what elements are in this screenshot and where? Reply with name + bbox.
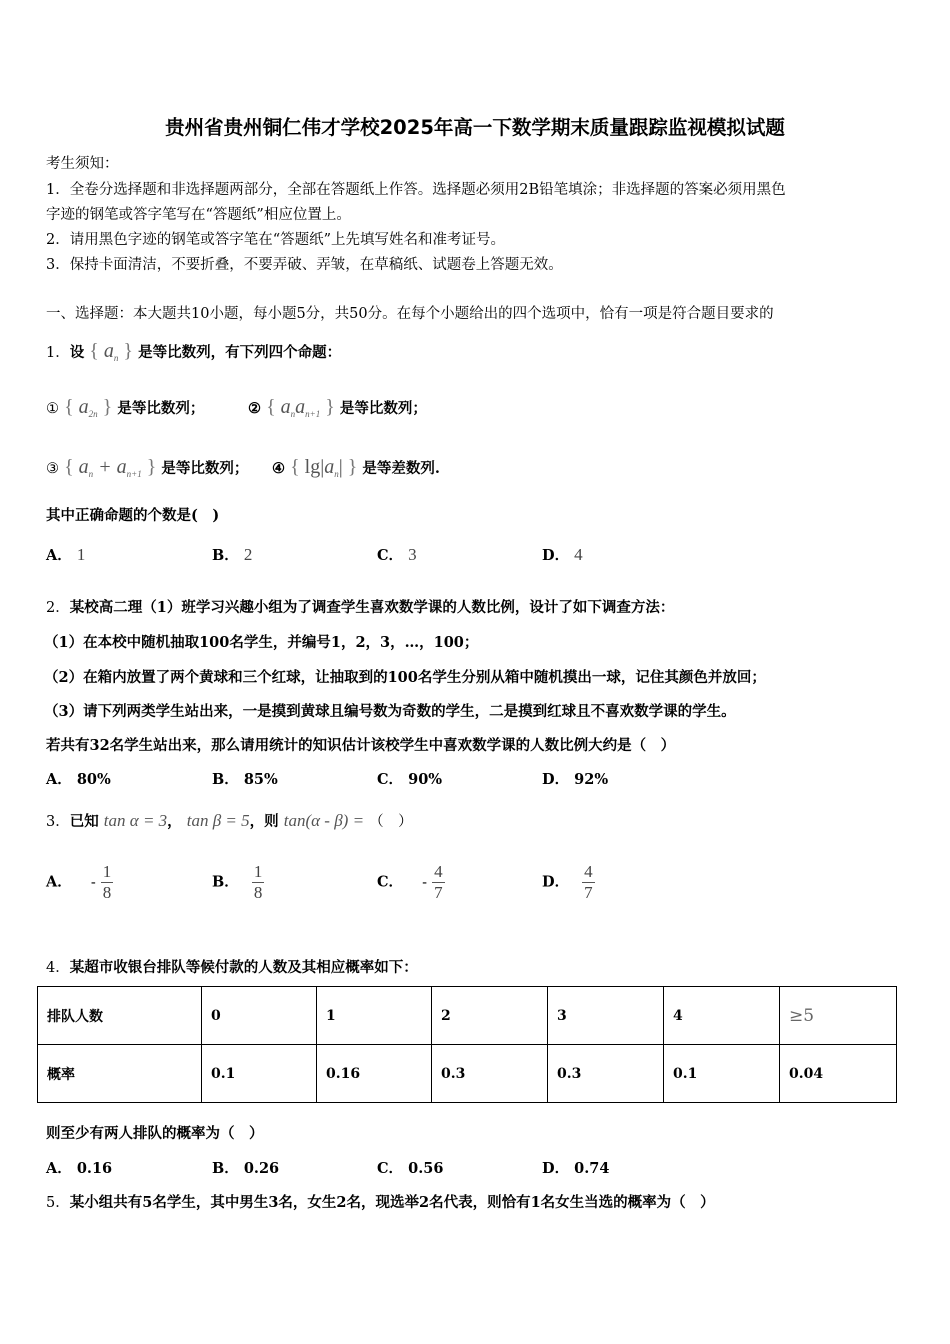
q1-option-a[interactable]: A． 1 [46, 545, 86, 564]
q4-option-a[interactable]: A． 0.16 [46, 1160, 113, 1177]
q1-stem-b: 是等比数列，有下列四个命题： [138, 344, 342, 361]
q3-option-d[interactable]: D． $\frac{4}{7}$ [542, 862, 593, 902]
q1-option-d[interactable]: D． 4 [542, 545, 583, 564]
q1-number: 1． [46, 345, 70, 361]
q1-seq-anan1: { $a_na_{n+1}$ } [266, 396, 335, 419]
q1-seq-sum: { $a_n + a_{n+1}$ } [64, 456, 157, 479]
q1-seq-a2n: { $a_{2n}$ } [64, 396, 113, 419]
q1-stem-a: 设 [69, 344, 85, 361]
table-cell: 3 [548, 987, 664, 1045]
notice-item-3: 3．保持卡面清洁，不要折叠，不要弄破、弄皱，在草稿纸、试题卷上答题无效。 [46, 257, 563, 273]
table-cell: 0.3 [548, 1045, 664, 1103]
table-cell: 排队人数 [38, 987, 202, 1045]
table-cell: 0.3 [432, 1045, 548, 1103]
q2-stem: 2．某校高二理（1）班学习兴趣小组为了调查学生喜欢数学课的人数比例，设计了如下调查方法： [46, 599, 675, 616]
q2-option-d[interactable]: D． 92% [542, 771, 609, 788]
table-cell: 0.04 [780, 1045, 897, 1103]
q1-option-b[interactable]: B． 2 [212, 545, 253, 564]
q3-option-a[interactable]: A． - $\frac{1}{8}$ [46, 862, 112, 902]
q4-option-c[interactable]: C． 0.56 [377, 1160, 444, 1177]
q2-question: 若共有32名学生站出来，那么请用统计的知识估计该校学生中喜欢数学课的人数比例大约是（ ） [46, 737, 676, 754]
q2-step-2: （2）在箱内放置了两个黄球和三个红球，让抽取到的100名学生分别从箱中随机摸出一球，记住其颜色并放回； [44, 669, 766, 686]
q3-option-b[interactable]: B． $\frac{1}{8}$ [212, 862, 263, 902]
table-cell: 4 [664, 987, 780, 1045]
q1-seq-lg: { $\lg|a_n|$ } [290, 456, 358, 479]
table-cell: 0.16 [317, 1045, 432, 1103]
q1-question: 其中正确命题的个数是( ) [46, 507, 220, 524]
q1-stem [46, 340, 341, 363]
q3-expression: tan(α - β) = [283, 811, 365, 830]
q1-seq-an: { $a_n$ } [89, 340, 134, 363]
table-cell: 0 [202, 987, 317, 1045]
q2-option-b[interactable]: B． 85% [212, 771, 278, 788]
q1-prop-1: ① { $a_{2n}$ } 是等比数列； [46, 396, 205, 419]
table-cell: 2 [432, 987, 548, 1045]
q1-option-c[interactable]: C． 3 [377, 545, 417, 564]
q1-prop-3: ③ { $a_n + a_{n+1}$ } 是等比数列； [46, 456, 249, 479]
notice-heading: 考生须知： [46, 156, 119, 172]
notice-item-1a: 1．全卷分选择题和非选择题两部分，全部在答题纸上作答。选择题必须用2B铅笔填涂；非选择题的答案必须用黑色 [46, 182, 786, 198]
q2-option-a[interactable]: A． 80% [46, 771, 111, 788]
table-cell: 0.1 [664, 1045, 780, 1103]
q3-stem: 3．已知 tan α = 3， tan β = 5，则 tan(α - β) = （ ） [46, 811, 413, 830]
notice-item-2: 2．请用黑色字迹的钢笔或答字笔在“答题纸”上先填写姓名和准考证号。 [46, 232, 506, 248]
table-cell: 1 [317, 987, 432, 1045]
q1-prop-2: ② { $a_na_{n+1}$ } 是等比数列； [248, 396, 427, 419]
q2-step-1: （1）在本校中随机抽取100名学生，并编号1，2，3，…，100； [44, 634, 479, 651]
page-title: 贵州省贵州铜仁伟才学校2025年高一下数学期末质量跟踪监视模拟试题 [165, 116, 785, 139]
q2-option-c[interactable]: C． 90% [377, 771, 443, 788]
q2-step-3: （3）请下列两类学生站出来，一是摸到黄球且编号数为奇数的学生，二是摸到红球且不喜欢数学课的学生。 [44, 703, 736, 720]
queue-probability-table [37, 986, 897, 1103]
table-cell: 概率 [38, 1045, 202, 1103]
table-row [38, 1045, 897, 1103]
q4-stem: 4．某超市收银台排队等候付款的人数及其相应概率如下： [46, 959, 418, 976]
q3-option-c[interactable]: C． - $\frac{4}{7}$ [377, 862, 443, 902]
table-cell: ≥5 [780, 987, 897, 1045]
q3-tan-alpha: tan α = 3 [103, 811, 168, 830]
notice-item-1b: 字迹的钢笔或答字笔写在“答题纸”相应位置上。 [46, 207, 351, 223]
table-cell: 0.1 [202, 1045, 317, 1103]
q1-prop-4: ④ { $\lg|a_n|$ } 是等差数列. [272, 456, 440, 479]
table-row [38, 987, 897, 1045]
q5-stem: 5．某小组共有5名学生，其中男生3名，女生2名，现选举2名代表，则恰有1名女生当选的概率为（ ） [46, 1194, 715, 1211]
q4-option-b[interactable]: B． 0.26 [212, 1160, 280, 1177]
q4-question: 则至少有两人排队的概率为（ ） [46, 1125, 264, 1142]
q4-option-d[interactable]: D． 0.74 [542, 1160, 610, 1177]
q3-tan-beta: tan β = 5 [186, 811, 250, 830]
section-heading: 一、选择题：本大题共10小题，每小题5分，共50分。在每个小题给出的四个选项中，恰有一项是符合题目要求的 [46, 306, 774, 322]
